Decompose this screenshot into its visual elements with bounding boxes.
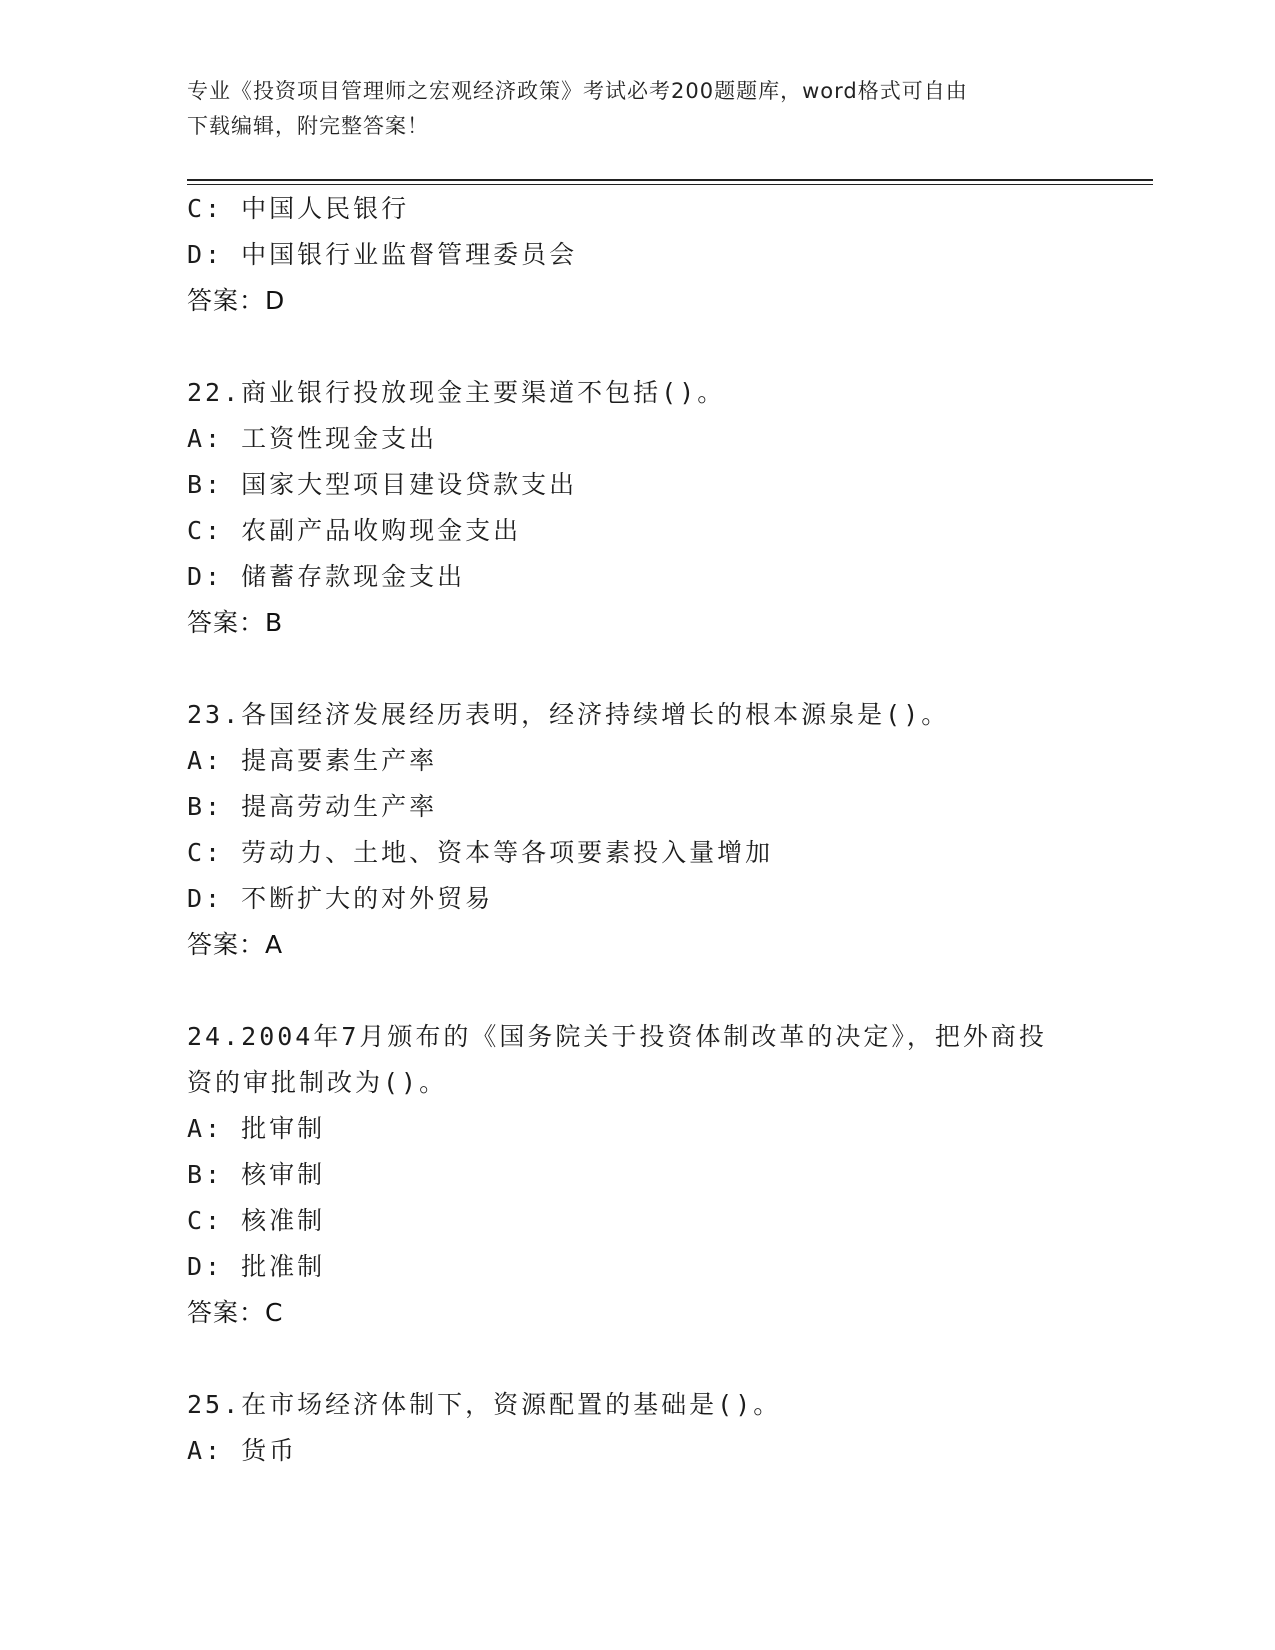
- question-spacer: [187, 324, 1153, 370]
- question-spacer: [187, 968, 1153, 1014]
- question-25: [187, 1382, 1153, 1474]
- option-c: C: 中国人民银行: [187, 194, 410, 223]
- question-22: [187, 370, 1153, 646]
- option-c: C: 劳动力、土地、资本等各项要素投入量增加: [187, 838, 774, 867]
- option-c: C: 核准制: [187, 1206, 326, 1235]
- option-a: A: 提高要素生产率: [187, 746, 438, 775]
- option-b: B: 核审制: [187, 1160, 326, 1189]
- header-divider-thick: [187, 179, 1153, 181]
- answer-line: 答案：C: [187, 1298, 284, 1327]
- question-stem: 25.在市场经济体制下，资源配置的基础是()。: [187, 1390, 782, 1419]
- question-21-continued: [187, 186, 1153, 324]
- question-stem-line-1: 24.2004年7月颁布的《国务院关于投资体制改革的决定》，把外商投: [187, 1022, 1047, 1051]
- option-b: B: 国家大型项目建设贷款支出: [187, 470, 578, 499]
- option-d: D: 批准制: [187, 1252, 326, 1281]
- option-a: A: 工资性现金支出: [187, 424, 438, 453]
- option-a: A: 货币: [187, 1436, 298, 1465]
- question-spacer: [187, 646, 1153, 692]
- option-b: B: 提高劳动生产率: [187, 792, 438, 821]
- question-list: [187, 186, 1153, 1474]
- header-divider-thin: [187, 184, 1153, 185]
- answer-line: 答案：D: [187, 286, 286, 315]
- question-24: [187, 1014, 1153, 1336]
- option-a: A: 批审制: [187, 1114, 326, 1143]
- question-stem: 22.商业银行投放现金主要渠道不包括()。: [187, 378, 726, 407]
- question-stem-line-2: 资的审批制改为()。: [187, 1068, 448, 1097]
- header-line-2: 下载编辑，附完整答案！: [187, 114, 429, 138]
- option-d: D: 中国银行业监督管理委员会: [187, 240, 578, 269]
- question-23: [187, 692, 1153, 968]
- answer-line: 答案：A: [187, 930, 284, 959]
- answer-line: 答案：B: [187, 608, 284, 637]
- question-stem: 23.各国经济发展经历表明，经济持续增长的根本源泉是()。: [187, 700, 950, 729]
- option-d: D: 储蓄存款现金支出: [187, 562, 466, 591]
- option-c: C: 农副产品收购现金支出: [187, 516, 522, 545]
- document-header: [187, 74, 1087, 144]
- option-d: D: 不断扩大的对外贸易: [187, 884, 494, 913]
- header-line-1: 专业《投资项目管理师之宏观经济政策》考试必考200题题库，word格式可自由: [187, 79, 968, 103]
- question-spacer: [187, 1336, 1153, 1382]
